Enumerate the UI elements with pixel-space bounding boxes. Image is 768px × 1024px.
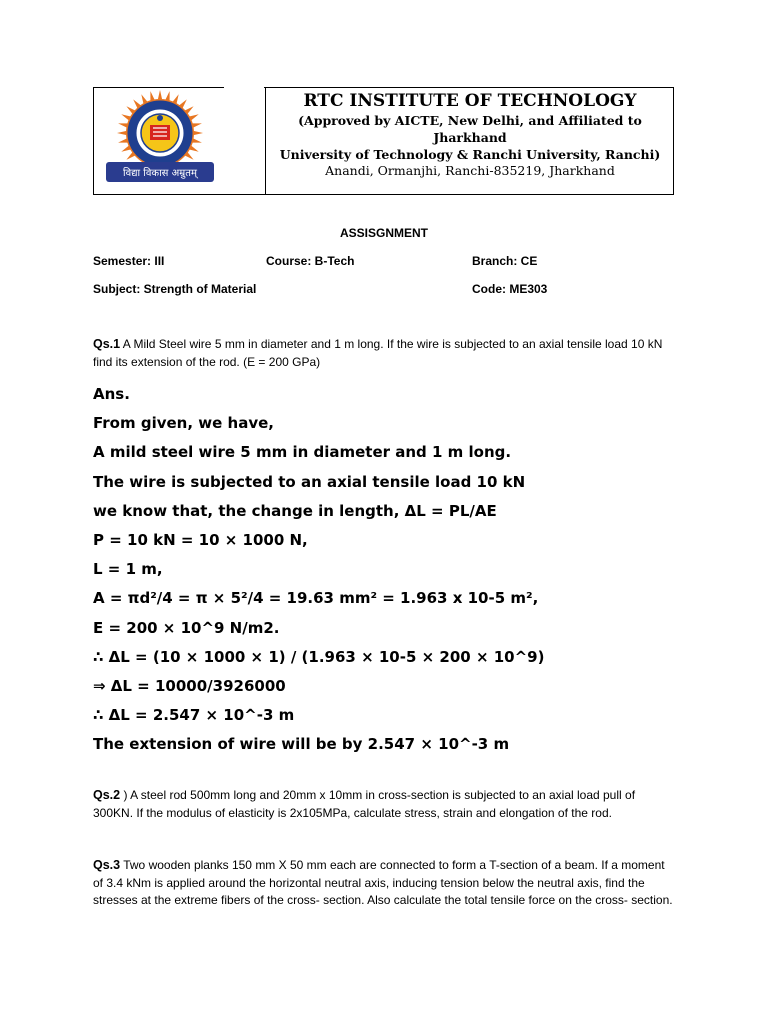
- question-number: Qs.2: [93, 788, 121, 802]
- sun-ray: [193, 131, 203, 136]
- logo-motto: विद्या विकास अम्रुतम्: [123, 168, 197, 179]
- institute-logo: [98, 90, 222, 190]
- question-text: Two wooden planks 150 mm X 50 mm each are connected to form a T-section of a beam. If a moment of 3.4 kNm is applied around the horizontal neutral axis, inducing tension below the neutral axis, find the stresses at the extreme fibers of the cross- section. Also calculate the total tensile force on the cross- section.: [93, 858, 673, 907]
- course-field: Course: B-Tech: [266, 254, 355, 268]
- answer-line: The wire is subjected to an axial tensile load 10 kN: [93, 472, 526, 491]
- answer-line: ∴ ΔL = (10 × 1000 × 1) / (1.963 × 10-5 × 200 × 10^9): [93, 647, 545, 666]
- document-title: ASSISGNMENT: [339, 226, 428, 240]
- header-border-gap: [224, 87, 264, 90]
- question-1: [93, 336, 675, 371]
- approval-line: (Approved by AICTE, New Delhi, and Affiliated to Jharkhand: [298, 113, 642, 145]
- logo-emblem-icon: [98, 90, 222, 190]
- answer-line: P = 10 kN = 10 × 1000 N,: [93, 530, 308, 549]
- answer-block: [93, 380, 693, 759]
- answer-line: A = πd²/4 = π × 5²/4 = 19.63 mm² = 1.963 x 10-5 m²,: [93, 589, 539, 608]
- university-line: University of Technology & Ranchi University, Ranchi): [279, 147, 661, 162]
- institute-info: [266, 90, 674, 179]
- institute-address: Anandi, Ormanjhi, Ranchi-835219, Jharkhand: [325, 163, 615, 178]
- answer-line: ⇒ ΔL = 10000/3926000: [93, 676, 286, 695]
- logo-top-star-icon: [157, 115, 163, 121]
- question-number: Qs.1: [93, 337, 121, 351]
- answer-line: From given, we have,: [93, 414, 274, 433]
- sun-ray: [158, 90, 163, 100]
- semester-field: Semester: III: [93, 254, 165, 268]
- question-text: ) A steel rod 500mm long and 20mm x 10mm in cross-section is subjected to an axial load pull of 300KN. If the modulus of elasticity is 2x105MPa, calculate stress, strain and elongation of the rod.: [93, 788, 636, 820]
- answer-line: ∴ ΔL = 2.547 × 10^-3 m: [93, 706, 295, 725]
- question-2: [93, 787, 675, 822]
- question-3: [93, 857, 675, 910]
- question-text: A Mild Steel wire 5 mm in diameter and 1 m long. If the wire is subjected to an axial tensile load 10 kN find its extension of the rod. (E = 200 GPa): [93, 337, 663, 369]
- question-number: Qs.3: [93, 858, 121, 872]
- answer-line: E = 200 × 10^9 N/m2.: [93, 618, 280, 637]
- answer-line: L = 1 m,: [93, 560, 163, 579]
- branch-field: Branch: CE: [472, 254, 538, 268]
- sun-ray: [117, 131, 127, 136]
- answer-line: A mild steel wire 5 mm in diameter and 1 m long.: [93, 443, 512, 462]
- subject-field: Subject: Strength of Material: [93, 282, 257, 296]
- code-field: Code: ME303: [472, 282, 548, 296]
- institute-header: [93, 87, 674, 195]
- institute-name: RTC INSTITUTE OF TECHNOLOGY: [303, 91, 637, 111]
- answer-line: we know that, the change in length, ΔL = PL/AE: [93, 501, 497, 520]
- answer-line: Ans.: [93, 385, 130, 403]
- answer-line: The extension of wire will be by 2.547 × 10^-3 m: [93, 735, 510, 754]
